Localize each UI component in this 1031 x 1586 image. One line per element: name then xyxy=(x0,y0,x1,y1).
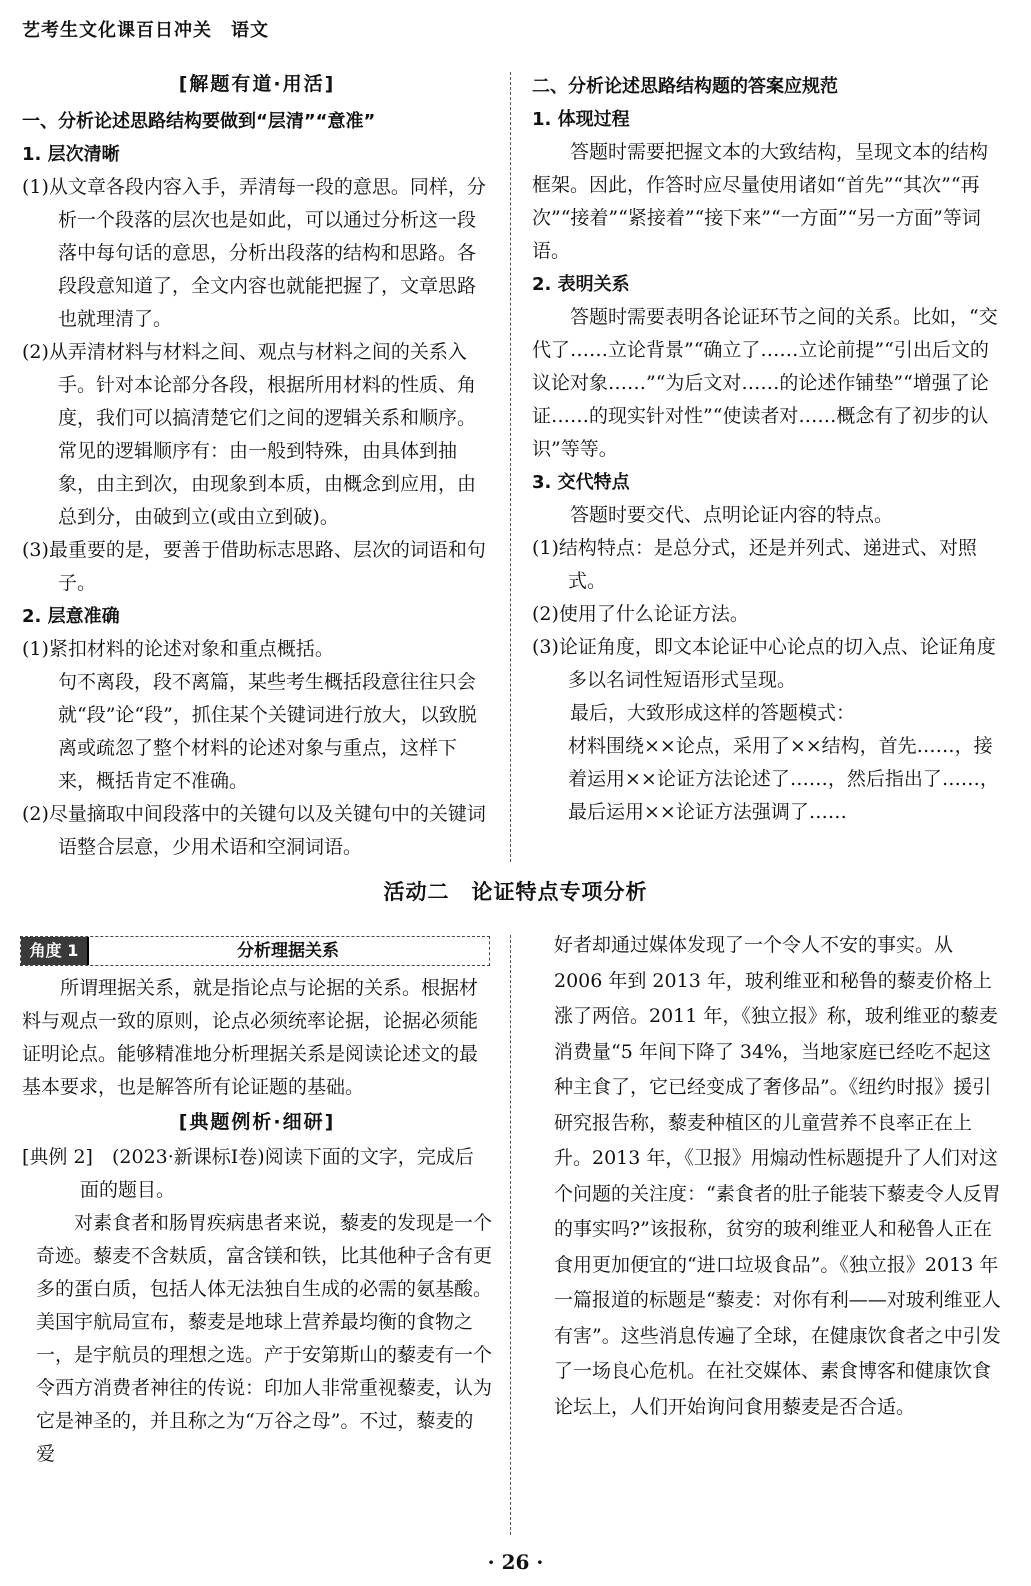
paragraph: 答题时需要表明各论证环节之间的关系。比如，“交代了……立论背景”“确立了……立论前提”“引出后文的议论对象……”“为后文对……的论述作铺垫”“增强了论证……的现实针对性”“使读者对……概念有了初步的认识”等等。 xyxy=(532,306,998,460)
paragraph: 答题时要交代、点明论证内容的特点。 xyxy=(570,504,894,526)
angle-title: 分析理据关系 xyxy=(237,941,339,961)
activity-title: 活动二 论证特点专项分析 xyxy=(383,880,648,904)
example-source: (2023·新课标Ⅰ卷)阅读下面的文字，完成后面的题目。 xyxy=(80,1146,474,1201)
list-item-detail: 句不离段，段不离篇，某些考生概括段意往往只会就“段”论“段”，抓住某个关键词进行放大，以致脱离或疏忽了整个材料的论述对象与重点，这样下来，概括肯定不准确。 xyxy=(58,671,477,792)
subheading-accurate-meaning: 2. 层意准确 xyxy=(22,606,120,627)
example-question xyxy=(22,1141,492,1207)
subheading-show-relations: 2. 表明关系 xyxy=(532,274,630,295)
running-header: 艺考生文化课百日冲关 语文 xyxy=(22,20,269,41)
list-item: (1)结构特点：是总分式，还是并列式、递进式、对照式。 xyxy=(532,537,977,592)
list-item: (2)从弄清材料与材料之间、观点与材料之间的关系入手。针对本论部分各段，根据所用材料的性质、角度，我们可以搞清楚它们之间的逻辑关系和顺序。常见的逻辑顺序有：由一般到特殊，由具体到抽象，由主到次，由现象到本质，由概念到应用，由总到分，由破到立(或由立到破)。 xyxy=(22,341,477,528)
angle-header-box xyxy=(20,936,490,966)
paragraph: 答题时需要把握文本的大致结构，呈现文本的结构框架。因此，作答时应尽量使用诸如“首先”“其次”“再次”“接着”“紧接着”“接下来”“一方面”“另一方面”等词语。 xyxy=(532,141,989,262)
subheading-show-process: 1. 体现过程 xyxy=(532,109,630,130)
subheading-features: 3. 交代特点 xyxy=(532,472,630,493)
section-title-solving: [解题有道·用活] xyxy=(178,73,336,95)
top-left-column xyxy=(22,68,492,864)
list-item: (2)使用了什么论证方法。 xyxy=(532,603,749,625)
list-item: (1)从文章各段内容入手，弄清每一段的意思。同样，分析一个段落的层次也是如此，可以通过分析这一段落中每句话的意思，分析出段落的结构和思路。各段段意知道了，全文内容也就能把握了，文章思路也就理清了。 xyxy=(22,176,486,330)
passage-paragraph: 对素食者和肠胃疾病患者来说，藜麦的发现是一个奇迹。藜麦不含麸质，富含镁和铁，比其他种子含有更多的蛋白质，包括人体无法独自生成的必需的氨基酸。美国宇航局宣布，藜麦是地球上营养最均衡的食物之一，是宇航员的理想之选。产于安第斯山的藜麦有一个令西方消费者神往的传说：印加人非常重视藜麦，认为它是神圣的，并且称之为“万谷之母”。不过，藜麦的爱 xyxy=(36,1212,493,1465)
list-item: (2)尽量摘取中间段落中的关键句以及关键句中的关键词语整合层意，少用术语和空洞词语。 xyxy=(22,803,486,858)
paragraph: 最后，大致形成这样的答题模式： xyxy=(570,702,856,724)
example-label: [典例 2] xyxy=(22,1146,93,1168)
list-item: (1)紧扣材料的论述对象和重点概括。 xyxy=(22,638,334,660)
angle-badge: 角度 1 xyxy=(21,937,89,965)
column-divider-top xyxy=(510,72,511,862)
paragraph: 所谓理据关系，就是指论点与论据的关系。根据材料与观点一致的原则，论点必须统率论据，论据必须能证明论点。能够精准地分析理据关系是阅读论述文的最基本要求，也是解答所有论证题的基础。 xyxy=(22,977,479,1098)
heading-structure-requirements: 一、分析论述思路结构要做到“层清”“意准” xyxy=(22,111,376,132)
list-item: (3)最重要的是，要善于借助标志思路、层次的词语和句子。 xyxy=(22,539,486,594)
section-title-example: [典题例析·细研] xyxy=(178,1111,336,1133)
answer-template: 材料围绕××论点，采用了××结构，首先……，接着运用××论证方法论述了……，然后指出了……，最后运用××论证方法强调了…… xyxy=(568,735,999,823)
heading-answer-standards: 二、分析论述思路结构题的答案应规范 xyxy=(532,76,838,97)
passage-paragraph: 好者却通过媒体发现了一个令人不安的事实。从 2006 年到 2013 年，玻利维亚和秘鲁的藜麦价格上涨了两倍。2011 年，《独立报》称，玻利维亚的藜麦消费量“5 年间下降了 34%，当地家庭已经吃不起这种主食了，它已经变成了奢侈品”。《纽约时报》援引研究报告称，藜麦种植区的儿童营养不良率正在上升。2013 年，《卫报》用煽动性标题提升了人们对这个问题的关注度：“素食者的肚子能装下藜麦令人反胃的事实吗?”该报称，贫穷的玻利维亚人和秘鲁人正在食用更加便宜的“进口垃圾食品”。《独立报》2013 年一篇报道的标题是“藜麦：对你有利——对玻利维亚人有害”。这些消息传遍了全球，在健康饮食者之中引发了一场良心危机。在社交媒体、素食博客和健康饮食论坛上，人们开始询问食用藜麦是否合适。 xyxy=(554,934,1001,1418)
bottom-left-column xyxy=(22,972,492,1471)
subheading-clear-levels: 1. 层次清晰 xyxy=(22,144,120,165)
column-divider-bottom xyxy=(510,935,511,1535)
page-number: · 26 · xyxy=(487,1550,544,1574)
list-item: (3)论证角度，即文本论证中心论点的切入点、论证角度多以名词性短语形式呈现。 xyxy=(532,636,996,691)
bottom-right-column xyxy=(532,928,1006,1425)
top-right-column xyxy=(532,70,1004,829)
